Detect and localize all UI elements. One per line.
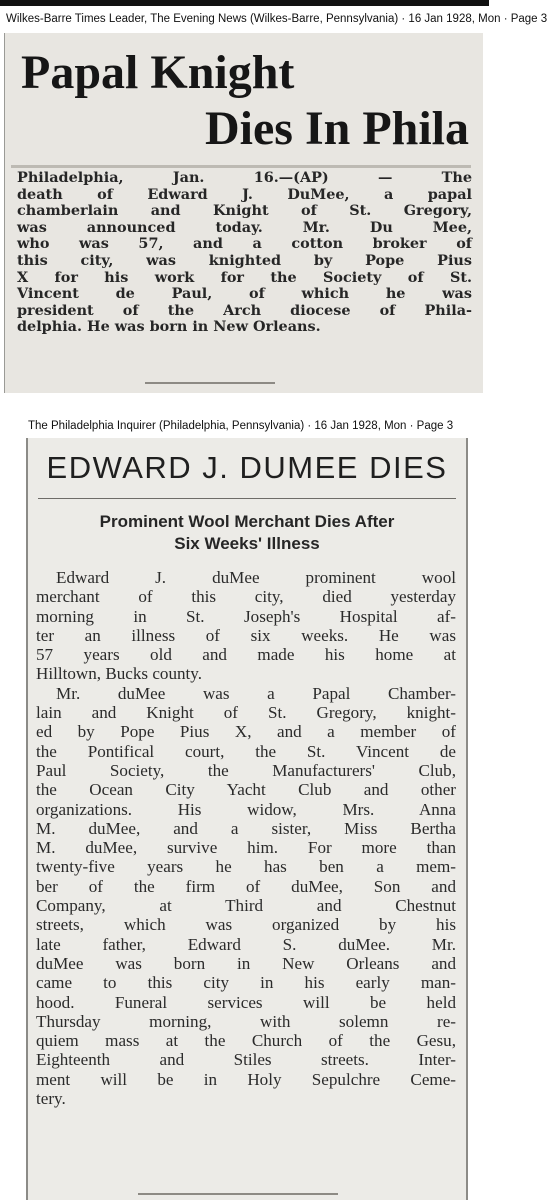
article-line: streets, which was organized by his bbox=[36, 915, 456, 935]
article-line: Hilltown, Bucks county. bbox=[36, 664, 203, 684]
article-line: Company, at Third and Chestnut bbox=[36, 896, 456, 916]
article-line: this city, was knighted by Pope Pius bbox=[17, 251, 472, 269]
clipping-source-caption: Wilkes-Barre Times Leader, The Evening News (Wilkes-Barre, Pennsylvania) · 16 Jan 1928, Mon · Page 3 bbox=[6, 13, 547, 25]
article-line: chamberlain and Knight of St. Gregory, bbox=[17, 202, 472, 220]
headline-line-1: Papal Knight bbox=[21, 46, 295, 99]
newspaper-clipping-times-leader bbox=[4, 33, 483, 393]
headline-rule bbox=[38, 498, 456, 499]
article-line: twenty-five years he has ben a mem- bbox=[36, 857, 456, 877]
article-line: late father, Edward S. duMee. Mr. bbox=[36, 934, 456, 954]
article-line: Philadelphia, Jan. 16.—(AP) — The bbox=[17, 169, 472, 186]
column-divider bbox=[11, 165, 471, 168]
article-line: was announced today. Mr. Du Mee, bbox=[17, 218, 472, 236]
subheadline bbox=[28, 511, 466, 555]
article-line: the Pontifical court, the St. Vincent de bbox=[36, 741, 456, 761]
clipping-source-caption: The Philadelphia Inquirer (Philadelphia, Pennsylvania) · 16 Jan 1928, Mon · Page 3 bbox=[28, 420, 454, 432]
end-rule bbox=[138, 1193, 338, 1195]
article-line: ter an illness of six weeks. He was bbox=[36, 625, 456, 645]
article-line: X for his work for the Society of St. bbox=[17, 268, 472, 286]
newspaper-clipping-inquirer bbox=[26, 438, 468, 1200]
article-line: Mr. duMee was a Papal Chamber- bbox=[56, 683, 456, 703]
subheadline-line-2: Six Weeks' Illness bbox=[174, 534, 320, 553]
article-line: M. duMee, and a sister, Miss Bertha bbox=[36, 818, 456, 838]
article-line: Edward J. duMee prominent wool bbox=[56, 568, 456, 587]
end-rule bbox=[145, 382, 275, 384]
article-line: ed by Pope Pius X, and a member of bbox=[36, 722, 456, 742]
article-line: morning in St. Joseph's Hospital af- bbox=[36, 606, 456, 626]
article-line: who was 57, and a cotton broker of bbox=[17, 235, 472, 253]
top-bar bbox=[0, 0, 489, 6]
article-body bbox=[17, 170, 472, 336]
article-line: the Ocean City Yacht Club and other bbox=[36, 780, 456, 800]
article-body bbox=[36, 568, 456, 1108]
article-line: lain and Knight of St. Gregory, knight- bbox=[36, 703, 456, 723]
article-line: quiem mass at the Church of the Gesu, bbox=[36, 1031, 456, 1051]
article-line: Paul Society, the Manufacturers' Club, bbox=[36, 760, 456, 780]
article-line: hood. Funeral services will be held bbox=[36, 992, 456, 1012]
article-line: delphia. He was born in New Orleans. bbox=[17, 318, 321, 336]
headline-line-2: Dies In Phila bbox=[204, 102, 469, 155]
article-line: Vincent de Paul, of which he was bbox=[17, 285, 472, 303]
article-line: president of the Arch diocese of Phila- bbox=[17, 301, 472, 319]
article-line: tery. bbox=[36, 1089, 66, 1109]
article-line: Thursday morning, with solemn re- bbox=[36, 1011, 456, 1031]
article-line: ment will be in Holy Sepulchre Ceme- bbox=[36, 1069, 456, 1089]
article-line: M. duMee, survive him. For more than bbox=[36, 838, 456, 858]
article-line: duMee was born in New Orleans and bbox=[36, 953, 456, 973]
headline: EDWARD J. DUMEE DIES bbox=[46, 450, 448, 485]
article-line: came to this city in his early man- bbox=[36, 973, 456, 993]
article-line: ber of the firm of duMee, Son and bbox=[36, 876, 456, 896]
article-line: merchant of this city, died yesterday bbox=[36, 587, 456, 607]
subheadline-line-1: Prominent Wool Merchant Dies After bbox=[99, 512, 395, 531]
article-line: 57 years old and made his home at bbox=[36, 645, 456, 665]
article-line: death of Edward J. DuMee, a papal bbox=[17, 185, 472, 203]
article-line: Eighteenth and Stiles streets. Inter- bbox=[36, 1050, 456, 1070]
article-line: organizations. His widow, Mrs. Anna bbox=[36, 799, 456, 819]
